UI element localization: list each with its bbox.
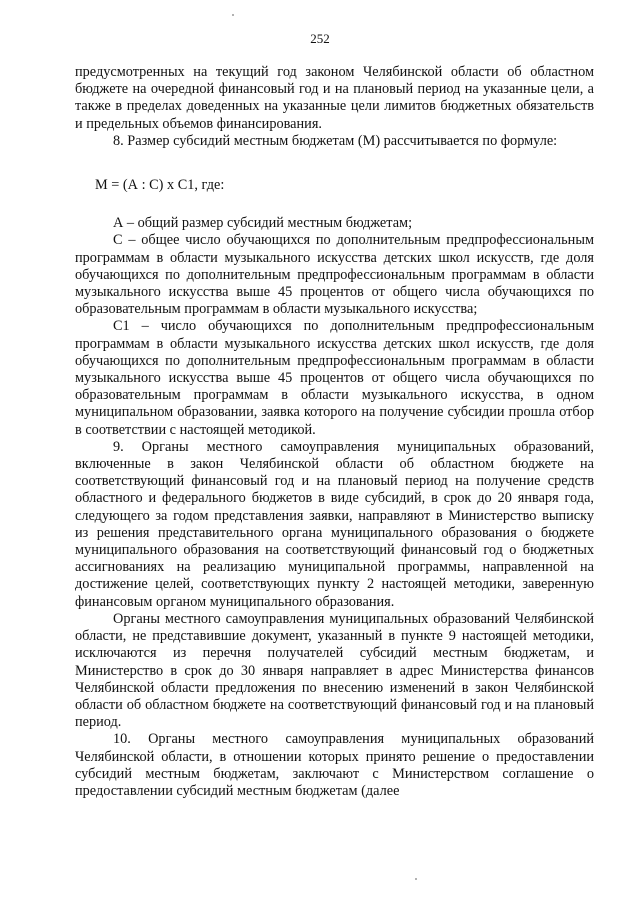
- paragraph-item-9: 9. Органы местного самоуправления муниципальных образований, включенные в закон Челябинской области об областном бюджете на соответствующий финансовый год и на плановый период на получение средств областного и федерального бюджетов в виде субсидий, в срок до 20 января года, следующего за годом представления заявки, направляют в Министерство выписку из решения представительного органа муниципального образования о бюджете муниципального образования на соответствующий финансовый год о бюджетных ассигнованиях на реализацию муниципальной программы, направленной на достижение целей, соответствующих пункту 2 настоящей методики, заверенную финансовым органом муниципального образования.: [75, 438, 594, 610]
- formula: М = (А : С) х С1, где:: [95, 177, 225, 194]
- scan-speck: [232, 14, 234, 16]
- document-body: [75, 64, 594, 800]
- paragraph-continuation: предусмотренных на текущий год законом Челябинской области об областном бюджете на очередной финансовый год и на плановый период на указанные цели, а также в пределах доведенных на указанные цели лимитов бюджетных обязательств и предельных объемов финансирования.: [75, 64, 594, 132]
- paragraph-item-9-continued: Органы местного самоуправления муниципальных образований Челябинской области, не представившие документ, указанный в пункте 9 настоящей методики, исключаются из перечня получателей субсидий местным бюджетам, и Министерство в срок до 30 января направляет в адрес Министерства финансов Челябинской области предложения по внесению изменений в закон Челябинской области об областном бюджете на соответствующий финансовый год и на плановый период.: [75, 610, 594, 731]
- paragraph-item-10: 10. Органы местного самоуправления муниципальных образований Челябинской области, в отношении которых принято решение о предоставлении субсидий местным бюджетам, заключают с Министерством соглашение о предоставлении субсидий местным бюджетам (далее: [75, 731, 594, 799]
- definition-a: А – общий размер субсидий местным бюджетам;: [113, 215, 413, 232]
- definition-c: С – общее число обучающихся по дополнительным предпрофессиональным программам в области музыкального искусства детских школ искусств, где доля обучающихся по дополнительным предпрофессиональным программам в области музыкального искусства выше 45 процентов от общего числа обучающихся по образовательным программам в области музыкального искусства;: [75, 232, 594, 318]
- scan-speck: [415, 878, 417, 880]
- paragraph-item-8: 8. Размер субсидий местным бюджетам (М) рассчитывается по формуле:: [113, 132, 558, 149]
- definition-c1: С1 – число обучающихся по дополнительным предпрофессиональным программам в области музыкального искусства детских школ искусств, где доля обучающихся по дополнительным предпрофессиональным программам в области музыкального искусства выше 45 процентов от общего числа обучающихся по образовательным программам в области музыкального искусства, в одном муниципальном образовании, заявка которого на получение субсидии прошла отбор в соответствии с настоящей методикой.: [75, 318, 594, 438]
- page-number: 252: [310, 31, 330, 46]
